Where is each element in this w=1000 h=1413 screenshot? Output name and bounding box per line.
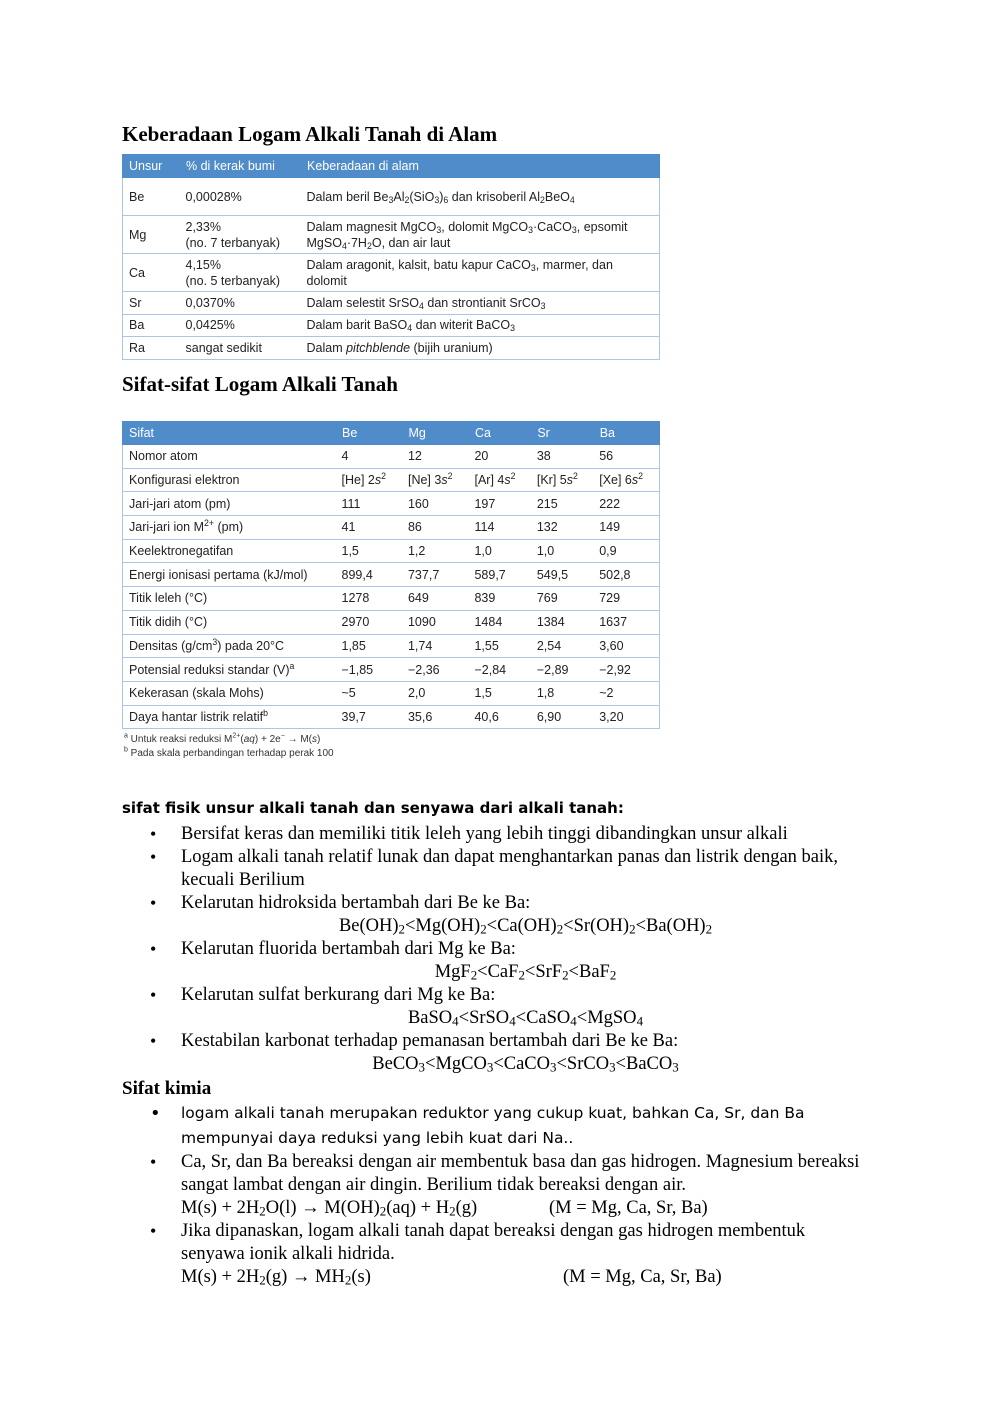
cell-value: 1,85 bbox=[336, 634, 402, 658]
cell-value: 649 bbox=[402, 587, 468, 611]
cell-occurrence: Dalam aragonit, kalsit, batu kapur CaCO$_3$, marmer, dan dolomit bbox=[301, 254, 660, 292]
cell-property: Titik leleh (°C) bbox=[123, 587, 336, 611]
cell-element: Ba bbox=[123, 314, 180, 337]
chemical-list bbox=[150, 1101, 870, 1289]
cell-property: Potensial reduksi standar $(V)^a$ bbox=[123, 658, 336, 682]
cell-element: Ra bbox=[123, 337, 180, 360]
cell-value: 1,0 bbox=[531, 539, 593, 563]
cell-value: 86 bbox=[402, 516, 468, 540]
cell-value: 1278 bbox=[336, 587, 402, 611]
cell-value: 2,54 bbox=[531, 634, 593, 658]
cell-value: ~5 bbox=[336, 681, 402, 705]
cell-value: 114 bbox=[468, 516, 530, 540]
cell-value: 6,90 bbox=[531, 705, 593, 729]
title-occurrence: Keberadaan Logam Alkali Tanah di Alam bbox=[122, 122, 498, 146]
footnote-a: $^a$ Untuk reaksi reduksi $M^{2+}(aq) + 2e^- \to M(s)$ bbox=[124, 732, 321, 745]
cell-value: −1,85 bbox=[336, 658, 402, 682]
cell-property: Energi ionisasi pertama (kJ/mol) bbox=[123, 563, 336, 587]
cell-value: 197 bbox=[468, 492, 530, 516]
footnote-b: $^b$ Pada skala perbandingan terhadap perak 100 bbox=[124, 746, 334, 759]
list-item: • Jika dipanaskan, logam alkali tanah dapat bereaksi dengan gas hidrogen membentuk senyawa ionik alkali hidrida. $M(s) + 2H_2(g) \to MH_2(s)$ (M = Mg, Ca, Sr, Ba) bbox=[150, 1220, 870, 1289]
cell-value: 1484 bbox=[468, 610, 530, 634]
cell-value: 4 bbox=[336, 445, 402, 469]
cell-value: −2,84 bbox=[468, 658, 530, 682]
list-item: • Bersifat keras dan memiliki titik leleh yang lebih tinggi dibandingkan unsur alkali bbox=[150, 823, 870, 846]
cell-value: [Ne] $3s^2$ bbox=[402, 468, 468, 492]
cell-occurrence: Dalam selestit SrSO$_4$ dan strontianit SrCO$_3$ bbox=[301, 292, 660, 315]
cell-value: 40,6 bbox=[468, 705, 530, 729]
col-sifat: Sifat bbox=[123, 422, 336, 445]
cell-value: 39,7 bbox=[336, 705, 402, 729]
cell-value: 38 bbox=[531, 445, 593, 469]
table-row bbox=[123, 216, 660, 254]
cell-percent: 0,0370% bbox=[180, 292, 301, 315]
occurrence-table bbox=[122, 154, 660, 360]
cell-percent: 4,15% (no. 5 terbanyak) bbox=[180, 254, 301, 292]
cell-value: 3,60 bbox=[593, 634, 659, 658]
hydroxide-equation: $Be(OH)_2<Mg(OH)_2<Ca(OH)_2<Sr(OH)_2<Ba(OH)_2$ bbox=[338, 916, 713, 937]
table-row bbox=[123, 337, 660, 360]
cell-value: −2,36 bbox=[402, 658, 468, 682]
list-item: • Logam alkali tanah relatif lunak dan dapat menghantarkan panas dan listrik dengan baik, kecuali Berilium bbox=[150, 846, 870, 892]
cell-value: 1,55 bbox=[468, 634, 530, 658]
carbonate-equation: BeCO$_3$<MgCO$_3$<CaCO$_3$<SrCO$_3$<BaCO$_3$ bbox=[372, 1054, 679, 1075]
cell-value: 737,7 bbox=[402, 563, 468, 587]
cell-value: 0,9 bbox=[593, 539, 659, 563]
cell-property: Daya hantar listrik relatif$^b$ bbox=[123, 705, 336, 729]
table-row bbox=[123, 587, 660, 611]
col-sr: Sr bbox=[531, 422, 593, 445]
cell-property: Kekerasan (skala Mohs) bbox=[123, 681, 336, 705]
cell-value: 56 bbox=[593, 445, 659, 469]
cell-value: 41 bbox=[336, 516, 402, 540]
cell-value: 149 bbox=[593, 516, 659, 540]
col-mg: Mg bbox=[402, 422, 468, 445]
table-row bbox=[123, 516, 660, 540]
cell-occurrence: Dalam beril $Be_3Al_2(SiO_3)_6$ dan krisoberil $Al_2BeO_4$ bbox=[301, 178, 660, 216]
properties-table bbox=[122, 421, 660, 729]
cell-value: 1,74 bbox=[402, 634, 468, 658]
cell-value: 132 bbox=[531, 516, 593, 540]
list-item: • Kelarutan fluorida bertambah dari Mg ke Ba: MgF$_2$<CaF$_2$<SrF$_2$<BaF$_2$ bbox=[150, 938, 870, 984]
cell-value: −2,92 bbox=[593, 658, 659, 682]
cell-percent: 0,0425% bbox=[180, 314, 301, 337]
col-percent: % di kerak bumi bbox=[180, 155, 301, 178]
cell-property: Konfigurasi elektron bbox=[123, 468, 336, 492]
cell-value: 1,0 bbox=[468, 539, 530, 563]
cell-value: 1,5 bbox=[336, 539, 402, 563]
title-properties: Sifat-sifat Logam Alkali Tanah bbox=[122, 372, 398, 396]
table-row bbox=[123, 292, 660, 315]
table-row bbox=[123, 178, 660, 216]
cell-value: 160 bbox=[402, 492, 468, 516]
cell-element: Ca bbox=[123, 254, 180, 292]
table-row bbox=[123, 314, 660, 337]
cell-value: 589,7 bbox=[468, 563, 530, 587]
cell-occurrence: Dalam barit BaSO$_4$ dan witerit BaCO$_3$ bbox=[301, 314, 660, 337]
cell-value: 1,2 bbox=[402, 539, 468, 563]
cell-value: 215 bbox=[531, 492, 593, 516]
cell-value: [Ar] $4s^2$ bbox=[468, 468, 530, 492]
list-item: • Kestabilan karbonat terhadap pemanasan bertambah dari Be ke Ba: BeCO$_3$<MgCO$_3$<CaCO$_3$<SrCO$_3$<BaCO$_3$ bbox=[150, 1030, 870, 1076]
cell-value: 839 bbox=[468, 587, 530, 611]
table-row bbox=[123, 658, 660, 682]
cell-value: [Kr] $5s^2$ bbox=[531, 468, 593, 492]
cell-occurrence: Dalam magnesit MgCO$_3$, dolomit MgCO$_3$·CaCO$_3$, epsomit $MgSO_4\cdot 7H_2O$, dan air laut bbox=[301, 216, 660, 254]
cell-property: Keelektronegatifan bbox=[123, 539, 336, 563]
cell-value: 3,20 bbox=[593, 705, 659, 729]
cell-value: 20 bbox=[468, 445, 530, 469]
table-row bbox=[123, 445, 660, 469]
table-row bbox=[123, 468, 660, 492]
table-row bbox=[123, 539, 660, 563]
cell-value: 1,8 bbox=[531, 681, 593, 705]
table-row bbox=[123, 563, 660, 587]
cell-element: Be bbox=[123, 178, 180, 216]
fluoride-equation: MgF$_2$<CaF$_2$<SrF$_2$<BaF$_2$ bbox=[434, 962, 617, 983]
cell-element: Sr bbox=[123, 292, 180, 315]
col-ba: Ba bbox=[593, 422, 659, 445]
cell-element: Mg bbox=[123, 216, 180, 254]
cell-property: Nomor atom bbox=[123, 445, 336, 469]
table-row bbox=[123, 681, 660, 705]
cell-value: 502,8 bbox=[593, 563, 659, 587]
cell-occurrence: Dalam pitchblende (bijih uranium) bbox=[301, 337, 660, 360]
cell-property: Titik didih (°C) bbox=[123, 610, 336, 634]
cell-value: 769 bbox=[531, 587, 593, 611]
physical-heading: sifat fisik unsur alkali tanah dan senyawa dari alkali tanah: bbox=[122, 799, 624, 817]
list-item: • Kelarutan hidroksida bertambah dari Be ke Ba: $Be(OH)_2<Mg(OH)_2<Ca(OH)_2<Sr(OH)_2<Ba(OH)_2$ bbox=[150, 892, 870, 938]
cell-percent: 0,00028% bbox=[180, 178, 301, 216]
col-occurrence: Keberadaan di alam bbox=[301, 155, 660, 178]
cell-value: 111 bbox=[336, 492, 402, 516]
cell-property: Densitas $(g/cm^3)$ pada 20°C bbox=[123, 634, 336, 658]
sulfate-equation: BaSO$_4$<SrSO$_4$<CaSO$_4$<MgSO$_4$ bbox=[407, 1008, 644, 1029]
cell-value: [Xe] $6s^2$ bbox=[593, 468, 659, 492]
cell-value: 1637 bbox=[593, 610, 659, 634]
cell-value: −2,89 bbox=[531, 658, 593, 682]
cell-value: 899,4 bbox=[336, 563, 402, 587]
col-be: Be bbox=[336, 422, 402, 445]
cell-value: 222 bbox=[593, 492, 659, 516]
table-row bbox=[123, 610, 660, 634]
cell-value: 549,5 bbox=[531, 563, 593, 587]
cell-value: 729 bbox=[593, 587, 659, 611]
list-item: • logam alkali tanah merupakan reduktor yang cukup kuat, bahkan Ca, Sr, dan Ba mempunyai daya reduksi yang lebih kuat dari Na.. bbox=[150, 1101, 870, 1151]
col-unsur: Unsur bbox=[123, 155, 180, 178]
cell-value: ~2 bbox=[593, 681, 659, 705]
hydrogen-reaction: $M(s) + 2H_2(g) \to MH_2(s)$ (M = Mg, Ca, Sr, Ba) bbox=[181, 1267, 722, 1288]
cell-percent: sangat sedikit bbox=[180, 337, 301, 360]
cell-percent: 2,33% (no. 7 terbanyak) bbox=[180, 216, 301, 254]
table-row bbox=[123, 634, 660, 658]
list-item: • Kelarutan sulfat berkurang dari Mg ke Ba: BaSO$_4$<SrSO$_4$<CaSO$_4$<MgSO$_4$ bbox=[150, 984, 870, 1030]
cell-property: Jari-jari ion $M^{2+}$ (pm) bbox=[123, 516, 336, 540]
cell-value: 2,0 bbox=[402, 681, 468, 705]
cell-value: 1,5 bbox=[468, 681, 530, 705]
cell-value: 35,6 bbox=[402, 705, 468, 729]
cell-property: Jari-jari atom (pm) bbox=[123, 492, 336, 516]
cell-value: 2970 bbox=[336, 610, 402, 634]
table-row bbox=[123, 492, 660, 516]
chemical-heading: Sifat kimia bbox=[122, 1078, 212, 1099]
list-item: • Ca, Sr, dan Ba bereaksi dengan air membentuk basa dan gas hidrogen. Magnesium bereaksi sangat lambat dengan air dingin. Berilium tidak bereaksi dengan air. $M(s) + 2H_2O(l) \to M(OH)_2(aq) + H_2(g)$ (M = Mg, Ca, Sr, Ba) bbox=[150, 1151, 870, 1220]
cell-value: 12 bbox=[402, 445, 468, 469]
table-row bbox=[123, 705, 660, 729]
table-row bbox=[123, 254, 660, 292]
physical-list bbox=[150, 823, 870, 1076]
cell-value: 1090 bbox=[402, 610, 468, 634]
water-reaction: $M(s) + 2H_2O(l) \to M(OH)_2(aq) + H_2(g)$ (M = Mg, Ca, Sr, Ba) bbox=[181, 1198, 708, 1219]
cell-value: [He] $2s^2$ bbox=[336, 468, 402, 492]
col-ca: Ca bbox=[468, 422, 530, 445]
cell-value: 1384 bbox=[531, 610, 593, 634]
